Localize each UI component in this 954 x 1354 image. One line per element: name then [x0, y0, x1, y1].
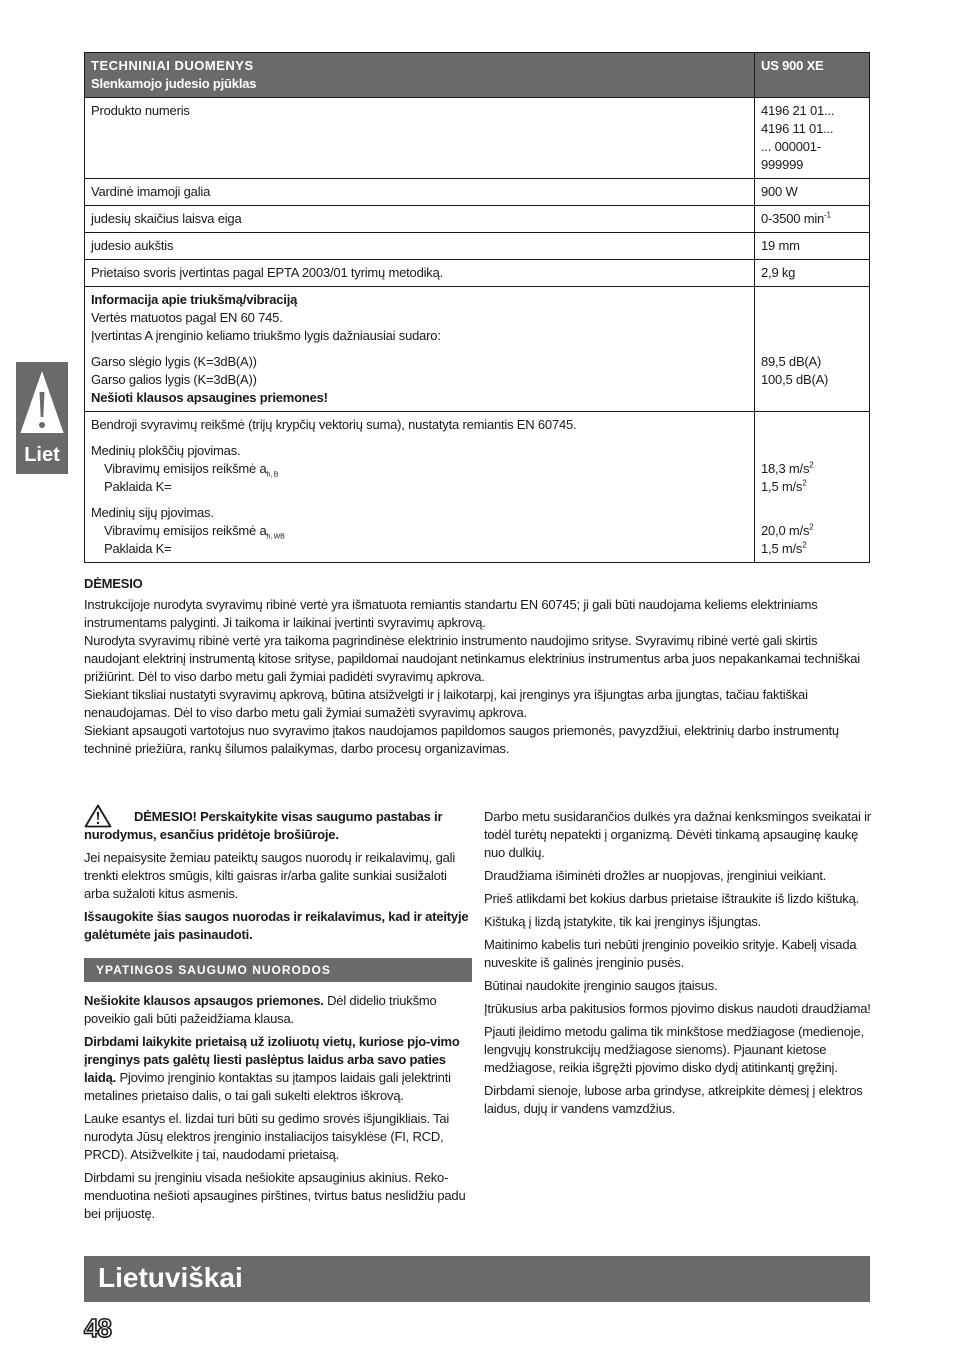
table-row	[85, 179, 870, 206]
right-paragraph: Prieš atlikdami bet kokius darbus prietaise ištraukite iš lizdo kištuką.	[484, 891, 860, 906]
boards-emission-sub: h, B	[266, 471, 279, 479]
row-label: judesių skaičius laisva eiga	[85, 206, 755, 233]
right-paragraph: Dirbdami sienoje, lubose arba grindyse, atkreipkite dėmesį į elektros laidus, dujų ir vandens vamzdžius.	[484, 1083, 863, 1116]
table-row-vibration: Bendroji svyravimų reikšmė (trijų krypčių vektorių suma), nustatyta remiantis EN 60745. Medinių plokščių pjovimas. Vibravimų emisijos reikšmė $a_{h, B}$ Paklaida K= Medinių sijų pjovimas. Vibravimų emisijos reikšmė $a_{h, WB}$ Paklaida K= 18,3 $m/s^2$ 1,5 $m/s^2$ 20,0 $m/s^2$ 1,5 $m/s^2$	[85, 412, 870, 563]
table-subtitle: Slenkamojo judesio pjūklas	[91, 76, 257, 91]
right-column	[484, 808, 872, 1123]
row-label: Produkto numeris	[85, 98, 755, 179]
boards-emission-label: Vibravimų emisijos reikšmė a	[104, 461, 267, 476]
safety-warning-heading: DĖMESIO! Perskaitykite visas saugumo pastabas ir nurodymus, esančius pridėtoje brošiūroje.	[84, 809, 443, 842]
attention-paragraph: Instrukcijoje nurodyta svyravimų ribinė vertė yra išmatuota remiantis standartu EN 60745; ji gali būti naudojama keliems elektriniams instrumentams palyginti. Ji taikoma ir laikinai įvertinti svyravimų apkrovą.	[84, 597, 818, 630]
ear-protection-note: Nešioti klausos apsaugines priemones!	[91, 390, 328, 405]
beams-emission-label: Vibravimų emisijos reikšmė a	[104, 523, 267, 538]
table-row-noise	[85, 287, 870, 412]
unit-exponent: -1	[824, 210, 831, 220]
beams-emission-sub: h, WB	[266, 533, 285, 541]
row-label: Prietaiso svoris įvertintas pagal EPTA 2003/01 tyrimų metodiką.	[85, 260, 755, 287]
right-paragraph: Kištuką į lizdą įstatykite, tik kai įrenginys išjungtas.	[484, 914, 762, 929]
row-label: judesio aukštis	[85, 233, 755, 260]
right-paragraph: Draudžiama išiminėti drožles ar nuopjovas, įrenginiui veikiant.	[484, 868, 827, 883]
footer-language-label: Lietuviškai	[98, 1262, 243, 1293]
boards-title: Medinių plokščių pjovimas.	[91, 443, 241, 458]
table-title: TECHNINIAI DUOMENYS	[91, 58, 254, 73]
beams-emission-value: 20,0 m/s	[761, 523, 810, 538]
left-text: Dėl didelio triukšmo poveikio gali būti pažeidžiama klausa.	[84, 993, 437, 1026]
table-row	[85, 206, 870, 233]
left-column	[84, 808, 472, 1228]
page-number-text: 48	[84, 1313, 111, 1343]
table-row	[85, 260, 870, 287]
beams-uncertainty-label: Paklaida K=	[104, 541, 172, 556]
section-heading: YPATINGOS SAUGUMO NUORODOS	[84, 958, 472, 982]
beams-title: Medinių sijų pjovimas.	[91, 505, 214, 520]
sound-pressure-label: Garso slėgio lygis (K=3dB(A))	[91, 354, 257, 369]
noise-line: Įvertintas A įrenginio keliamo triukšmo lygis dažniausiai sudaro:	[91, 328, 441, 343]
page-number	[84, 1313, 114, 1345]
boards-uncertainty-value: 1,5 m/s	[761, 479, 803, 494]
left-paragraph: Dirbdami su įrenginiu visada nešiokite apsauginius akinius. Reko-menduotina nešioti apsaugines pirštines, tvirtus batus neslidžiu padu bei prijuostę.	[84, 1170, 466, 1221]
left-bold-lead: Nešiokite klausos apsaugos priemones.	[84, 993, 324, 1008]
attention-heading: DĖMESIO	[84, 576, 143, 591]
sound-power-label: Garso galios lygis (K=3dB(A))	[91, 372, 257, 387]
warning-triangle-icon	[84, 804, 112, 828]
row-value: ... 000001-999999	[761, 139, 821, 172]
right-paragraph: Įtrūkusius arba pakitusios formos pjovimo diskus naudoti draudžiama!	[484, 1001, 871, 1016]
right-paragraph: Būtinai naudokite įrenginio saugos įtaisus.	[484, 978, 718, 993]
right-paragraph: Darbo metu susidarančios dulkės yra dažnai kenksmingos sveikatai ir todėl turėtų nepatekti į organizmą. Dėvėti tinkamą apsauginę kaukę nuo dulkių.	[484, 809, 871, 860]
technical-data-table	[84, 52, 870, 563]
model-name: US 900 XE	[755, 53, 870, 98]
beams-uncertainty-value: 1,5 m/s	[761, 541, 803, 556]
left-paragraph: Išsaugokite šias saugos nuorodas ir reikalavimus, kad ir ateityje galėtumėte jais pasinaudoti.	[84, 909, 469, 942]
left-bold-lead: Dirbdami laikykite prietaisą už izoliuotų vietų, kuriose pjo-vimo įrenginys pats galėtų liesti paslėptus laidus arba savo paties laidą.	[84, 1034, 460, 1085]
row-value: 2,9 kg	[755, 260, 870, 287]
sound-pressure-value: 89,5 dB(A)	[761, 354, 822, 369]
row-value: 900 W	[755, 179, 870, 206]
row-value: 4196 11 01...	[761, 121, 834, 136]
row-label: Vardinė imamoji galia	[85, 179, 755, 206]
noise-line: Vertės matuotos pagal EN 60 745.	[91, 310, 283, 325]
left-paragraph: Lauke esantys el. lizdai turi būti su gedimo srovės išjungikliais. Tai nurodyta Jūsų elektros įrenginio instaliacijos taisyklėse (FI, RCD, PRCD). Atsižvelkite į tai, naudodami prietaisą.	[84, 1111, 450, 1162]
attention-paragraph: Siekiant apsaugoti vartotojus nuo svyravimo įtakos naudojamos papildomos saugos priemonės, pavyzdžiui, elektrinių darbo instrumentų techninė priežiūra, rankų šilumos palaikymas, darbo procesų organizavimas.	[84, 723, 839, 756]
left-paragraph: Jei nepaisysite žemiau pateiktų saugos nuorodų ir reikalavimų, gali trenkti elektros smūgis, kilti gaisras ir/arba galite sunkiai susižaloti arba sužaloti kitus asmenis.	[84, 850, 456, 901]
attention-paragraph: Siekiant tiksliai nustatyti svyravimų apkrovą, būtina atsižvelgti ir į laikotarpį, kai įrenginys yra išjungtas arba įjungtas, tačiau faktiškai nenaudojamas. Dėl to viso darbo metu gali žymiai sumažėti svyravimų apkrova.	[84, 687, 808, 720]
boards-emission-value: 18,3 m/s	[761, 461, 810, 476]
left-text: Pjovimo įrenginio kontaktas su įtampos laidais gali įelektrinti metalines prietaiso dalis, o tai gali sukelti elektros iškrovą.	[84, 1070, 451, 1103]
right-paragraph: Maitinimo kabelis turi nebūti įrenginio poveikio srityje. Kabelį visada nuveskite iš galinės įrenginio pusės.	[484, 937, 857, 970]
side-tab-label: Liet	[24, 444, 60, 466]
warning-icon	[16, 362, 68, 440]
language-side-tab	[16, 362, 68, 474]
table-header-row	[85, 53, 870, 98]
row-value: 19 mm	[755, 233, 870, 260]
row-value: 0-3500 min	[761, 211, 825, 226]
row-value: 4196 21 01...	[761, 103, 835, 118]
vibration-intro: Bendroji svyravimų reikšmė (trijų krypčių vektorių suma), nustatyta remiantis EN 60745.	[91, 417, 577, 432]
table-row	[85, 233, 870, 260]
table-row	[85, 98, 870, 179]
attention-paragraph: Nurodyta svyravimų ribinė vertė yra taikoma pagrindinėse elektrinio instrumento naudojimo srityse. Svyravimų ribinė vertė gali skirtis naudojant elektrinį instrumentą kitose srityse, papildomai naudojant netinkamus elektrinius instrumentus arba juos nepakankamai techniškai prižiūrint. Dėl to viso darbo metu gali žymiai padidėti svyravimų apkrova.	[84, 633, 860, 684]
language-footer-bar	[84, 1256, 870, 1302]
right-paragraph: Pjauti įleidimo metodu galima tik minkštose medžiagose (medienoje, lengvųjų konstrukcijų medžiagose sienoms). Pjaunant kietose medžiagose, reikia išgręžti pjovimo disko dydį atitinkantį gręžinį.	[484, 1024, 864, 1075]
boards-uncertainty-label: Paklaida K=	[104, 479, 172, 494]
sound-power-value: 100,5 dB(A)	[761, 372, 829, 387]
attention-section	[84, 575, 870, 758]
noise-heading: Informacija apie triukšmą/vibraciją	[91, 292, 298, 307]
